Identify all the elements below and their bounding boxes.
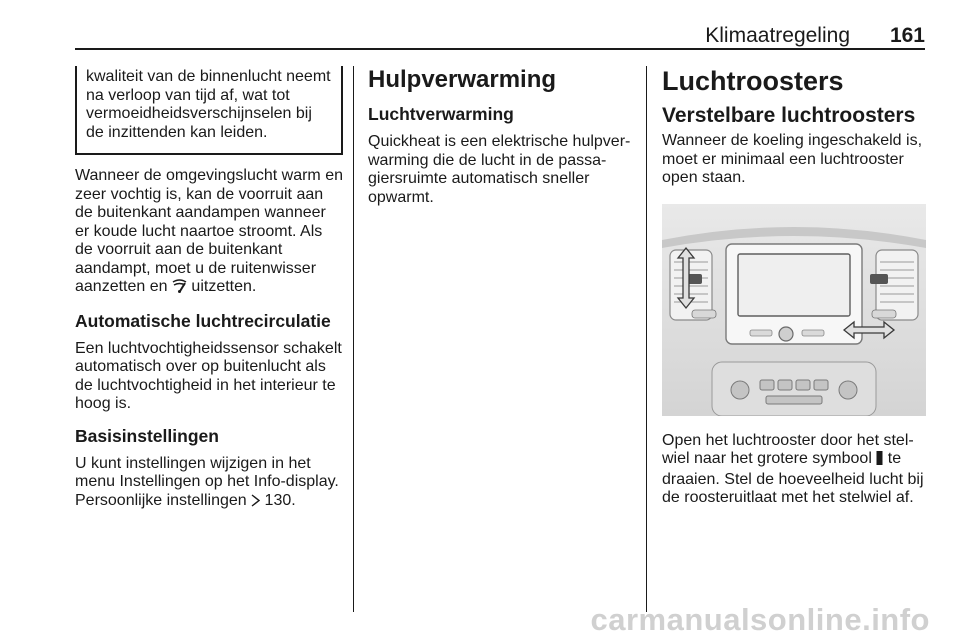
page-reference-link[interactable]: 130.: [260, 491, 296, 509]
vent-adjust-paragraph: [662, 432, 926, 508]
air-heating-paragraph: Quickheat is een elektrische hulpverwarming die de lucht in de passagiersruimte automatisch sneller opwarmt.: [368, 133, 631, 206]
column-2: [368, 66, 632, 207]
heading-recirculation: Automatische luchtrecirculatie: [75, 310, 331, 331]
heading-air-vents: Luchtroosters: [662, 66, 844, 96]
watermark: carmanualsonline.info: [590, 602, 930, 637]
page-reference-arrow-icon: [251, 494, 260, 513]
wiper-icon: [172, 279, 187, 299]
heading-auxiliary-heating: Hulpverwarming: [368, 66, 557, 93]
column-3: [662, 66, 926, 508]
vent-adjust-text-end: te draaien. Stel de hoeveelheid lucht bij de roosteruitlaat met het stelwiel af.: [662, 450, 924, 506]
fogging-paragraph: [75, 167, 343, 299]
basic-settings-text: U kunt instellingen wijzigen in het menu Instellingen op het Info-display. Persoonlijke instellingen: [75, 454, 339, 509]
note-text: kwaliteit van de binnenlucht neemt na verloop van tijd af, wat tot vermoeidheidsverschijnselen bij de inzittenden kan leiden.: [86, 68, 331, 141]
heading-air-heating: Luchtverwarming: [368, 104, 514, 124]
recirculation-paragraph: Een luchtvochtigheidssensor schakelt automatisch over op buitenlucht als de luchtvochtigheid in het interieur te hoog is.: [75, 339, 342, 412]
fogging-text-end: uitzetten.: [186, 278, 257, 295]
column-1: [75, 66, 343, 512]
vent-adjust-text: Open het luchtrooster door het stelwiel naar het grotere symbool: [662, 431, 914, 467]
header-title: Klimaatregeling: [705, 24, 850, 47]
page-number: 161: [889, 24, 925, 47]
page-header: [75, 24, 925, 54]
heading-adjustable-vents: Verstelbare luchtroosters: [662, 104, 916, 127]
dashboard-drawing: [662, 204, 926, 416]
column-divider: [353, 66, 354, 612]
column-divider: [646, 66, 647, 612]
vents-paragraph: Wanneer de koeling ingeschakeld is, moet er minimaal een luchtrooster open staan.: [662, 132, 923, 186]
fogging-text: Wanneer de omgevingslucht warm en zeer vochtig is, kan de voorruit aan de buitenkant aandampen wanneer er koude lucht naartoe stroomt. Als de voorruit aan de buitenkant aandampt, moet u de ruitenwisser aanzetten en: [75, 167, 343, 295]
heading-basic-settings: Basisinstellingen: [75, 425, 219, 446]
dashboard-vents-illustration: [662, 204, 926, 416]
basic-settings-paragraph: [75, 455, 343, 513]
note-box: [75, 66, 343, 155]
header-rule: [75, 48, 925, 50]
